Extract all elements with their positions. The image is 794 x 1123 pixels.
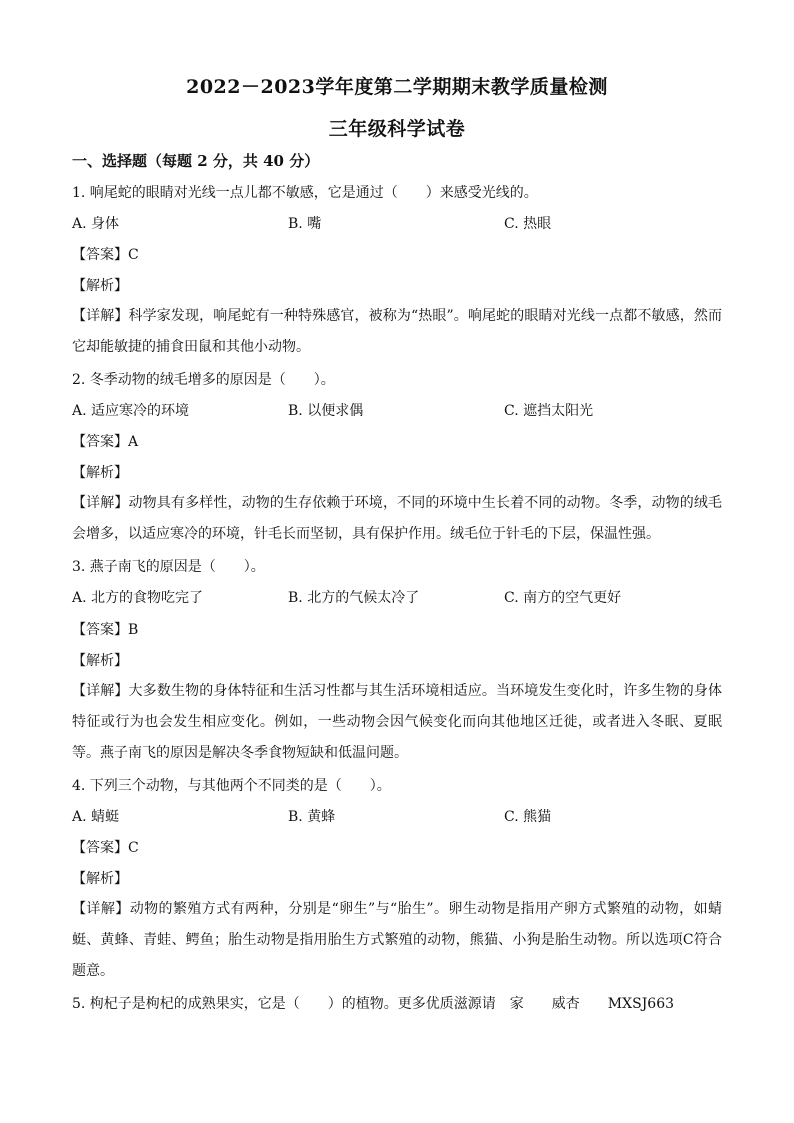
analysis-label: 【解析】 xyxy=(72,278,128,294)
option-c: C. 南方的空气更好 xyxy=(504,590,622,606)
detail-paragraph xyxy=(72,301,722,363)
detail-label: 【详解】 xyxy=(72,495,129,511)
answer-value: B xyxy=(128,622,139,638)
analysis-label: 【解析】 xyxy=(72,871,128,887)
answer-label: 【答案】 xyxy=(72,622,128,638)
detail-text: 动物的繁殖方式有两种，分别是“卵生”与“胎生”。卵生动物是指用产卵方式繁殖的动物，如蜻蜓、黄蜂、青蛙、鳄鱼；胎生动物是指用胎生方式繁殖的动物，熊猫、小狗是胎生动物。所以选项C符合题意。 xyxy=(72,901,722,979)
page-subtitle: 三年级科学试卷 xyxy=(328,118,466,140)
answer-line xyxy=(72,837,139,857)
option-b: B. 黄蜂 xyxy=(288,809,336,825)
option-b: B. 北方的气候太冷了 xyxy=(288,590,420,606)
detail-label: 【详解】 xyxy=(72,683,129,699)
answer-label: 【答案】 xyxy=(72,840,128,856)
question-stem: 5. 枸杞子是枸杞的成熟果实，它是（ ）的植物。更多优质滋源请 家 威杏 MXSJ663 xyxy=(72,996,675,1012)
detail-paragraph xyxy=(72,894,722,987)
option-a: A. 身体 xyxy=(72,216,120,232)
option-c: C. 热眼 xyxy=(504,216,552,232)
analysis-label: 【解析】 xyxy=(72,465,128,481)
answer-label: 【答案】 xyxy=(72,247,128,263)
answer-label: 【答案】 xyxy=(72,434,128,450)
detail-label: 【详解】 xyxy=(72,901,130,917)
detail-label: 【详解】 xyxy=(72,308,129,324)
option-a: A. 北方的食物吃完了 xyxy=(72,590,204,606)
option-b: B. 嘴 xyxy=(288,216,322,232)
detail-paragraph xyxy=(72,488,722,550)
question-stem: 2. 冬季动物的绒毛增多的原因是（ ）。 xyxy=(72,372,335,388)
analysis-label: 【解析】 xyxy=(72,653,128,669)
option-b: B. 以便求偶 xyxy=(288,403,364,419)
option-a: A. 蜻蜓 xyxy=(72,809,120,825)
question-stem: 4. 下列三个动物，与其他两个不同类的是（ ）。 xyxy=(72,778,391,794)
answer-line xyxy=(72,431,138,451)
answer-value: C xyxy=(128,247,139,263)
option-c: C. 熊猫 xyxy=(504,809,552,825)
option-a: A. 适应寒冷的环境 xyxy=(72,403,190,419)
detail-text: 科学家发现，响尾蛇有一种特殊感官，被称为“热眼”。响尾蛇的眼睛对光线一点都不敏感，然而它却能敏捷的捕食田鼠和其他小动物。 xyxy=(72,308,723,355)
detail-paragraph xyxy=(72,676,722,769)
answer-line xyxy=(72,244,139,264)
page-title: 2022－2023学年度第二学期期末教学质量检测 xyxy=(186,76,608,98)
option-c: C. 遮挡太阳光 xyxy=(504,403,594,419)
answer-value: A xyxy=(128,434,139,450)
answer-line xyxy=(72,619,138,639)
detail-text: 大多数生物的身体特征和生活习性都与其生活环境相适应。当环境发生变化时，许多生物的身体特征或行为也会发生相应变化。例如，一些动物会因气候变化而向其他地区迁徙，或者进入冬眠、夏眠等。燕子南飞的原因是解决冬季食物短缺和低温问题。 xyxy=(72,683,723,761)
detail-text: 动物具有多样性，动物的生存依赖于环境，不同的环境中生长着不同的动物。冬季，动物的绒毛会增多，以适应寒冷的环境，针毛长而坚韧，具有保护作用。绒毛位于针毛的下层，保温性强。 xyxy=(72,495,723,542)
question-stem: 3. 燕子南飞的原因是（ ）。 xyxy=(72,559,265,575)
section-heading: 一、选择题（每题 2 分，共 40 分） xyxy=(72,152,320,170)
answer-value: C xyxy=(128,840,139,856)
question-stem: 1. 响尾蛇的眼睛对光线一点儿都不敏感，它是通过（ ）来感受光线的。 xyxy=(72,185,538,201)
